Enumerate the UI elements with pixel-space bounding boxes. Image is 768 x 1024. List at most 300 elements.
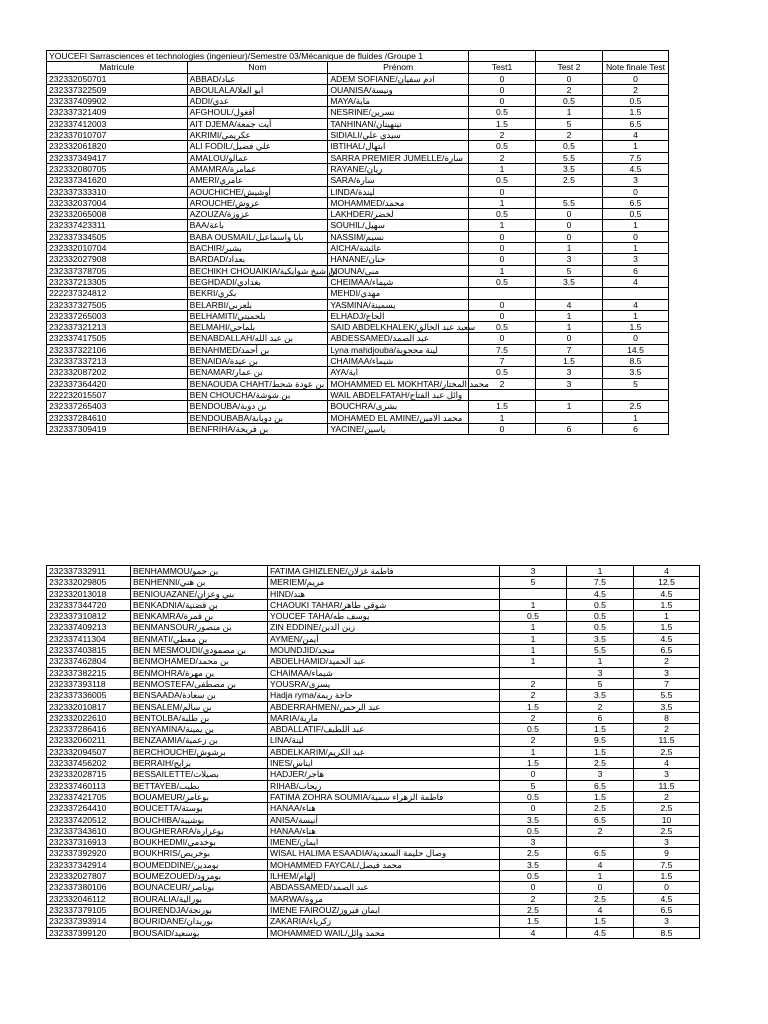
cell-test1: 0 [469,186,536,197]
cell-matricule: 232337409213 [47,622,131,633]
table-row [47,231,669,242]
cell-test1: 0.5 [500,825,567,836]
table-row [47,690,700,701]
cell-matricule: 232332061820 [47,141,188,152]
cell-note-finale: 1.5 [634,871,700,882]
empty-cell [469,51,536,62]
table-row [47,288,669,299]
cell-test1: 0 [469,96,536,107]
cell-nom: BENMOHRA/بن مهرة [131,667,268,678]
cell-prenom: RAYANE/ريان [328,163,469,174]
table-row [47,633,700,644]
cell-test1: 0 [500,769,567,780]
cell-test1: 1 [500,645,567,656]
empty-cell [536,51,603,62]
cell-test2: 3.5 [536,163,603,174]
cell-prenom: HANAA/هناء [268,803,500,814]
cell-note-finale: 1 [603,141,669,152]
cell-prenom: HANAA/هناء [268,825,500,836]
cell-nom: BEGHDADI/بغدادي [187,276,328,287]
table-row [47,73,669,84]
table-row [47,141,669,152]
cell-matricule: 232332037004 [47,197,188,208]
cell-nom: BOUSAID/بوسعيد [131,927,268,938]
cell-prenom: BOUCHRA/بشرى [328,401,469,412]
cell-test1: 3 [500,566,567,577]
cell-test1: 2 [469,152,536,163]
cell-nom: BESSAILETTE/بصيلات [131,769,268,780]
cell-test2: 3.5 [536,276,603,287]
table-row [47,310,669,321]
table-row [47,344,669,355]
cell-test1 [469,389,536,400]
cell-note-finale: 0 [603,333,669,344]
cell-nom: AMAMRA/عمامرة [187,163,328,174]
table-row [47,622,700,633]
table-row [47,882,700,893]
cell-note-finale: 1 [634,611,700,622]
cell-matricule: 222237324812 [47,288,188,299]
table-row [47,735,700,746]
cell-test1 [469,288,536,299]
cell-test2: 1.5 [567,791,634,802]
cell-test1: 0.5 [469,367,536,378]
cell-nom: BENFRIHA/بن فريحة [187,423,328,434]
table-row [47,803,700,814]
cell-test2: 0.5 [536,96,603,107]
cell-prenom: MEHDI/مهدي [328,288,469,299]
cell-matricule: 232337321409 [47,107,188,118]
cell-note-finale: 1 [603,310,669,321]
cell-test2: 2 [567,825,634,836]
cell-test1: 0 [469,423,536,434]
cell-matricule: 232337343610 [47,825,131,836]
cell-matricule: 232337264410 [47,803,131,814]
cell-note-finale: 7.5 [634,859,700,870]
cell-test1: 5 [500,780,567,791]
table-row [47,118,669,129]
cell-prenom: ZAKARIA/زكرياء [268,916,500,927]
table-row [47,837,700,848]
cell-matricule: 232337284610 [47,412,188,423]
cell-matricule: 232337382215 [47,667,131,678]
cell-nom: BAA/باعة [187,220,328,231]
cell-note-finale: 3 [634,916,700,927]
cell-note-finale: 2 [603,84,669,95]
cell-nom: BOUNACEUR/بوناصر [131,882,268,893]
cell-nom: BENABDALLAH/بن عبد الله [187,333,328,344]
cell-nom: BOUMEDDINE/بومدين [131,859,268,870]
cell-matricule: 232332065008 [47,209,188,220]
cell-test2: 4 [536,299,603,310]
table-row [47,814,700,825]
cell-test2: 3 [567,667,634,678]
cell-note-finale: 10 [634,814,700,825]
cell-nom: BENIOUAZANE/بني وعزان [131,588,268,599]
cell-note-finale: 4.5 [634,633,700,644]
cell-prenom: Lyna mahdjouba/لينة محجوبة [328,344,469,355]
cell-nom: BOUCETTA/بوستة [131,803,268,814]
cell-note-finale: 2.5 [634,803,700,814]
cell-test2: 1.5 [567,746,634,757]
table-title: YOUCEFI Sarrasciences et technologies (ingenieur)/Semestre 03/Mécanique de fluides /Groupe 1 [47,51,469,62]
cell-test2: 3.5 [567,690,634,701]
cell-nom: BENSALEM/بن سالم [131,701,268,712]
cell-nom: BECHIKH CHOUAIKIA/بن شيخ شوايكية [187,265,328,276]
cell-nom: BENDOUBA/بن دوبة [187,401,328,412]
cell-matricule: 232332087202 [47,367,188,378]
cell-note-finale: 0 [603,73,669,84]
cell-nom: BENYAMINA/بن يمينة [131,724,268,735]
cell-matricule: 232332010817 [47,701,131,712]
cell-prenom: MOHAMMED FAYCAL/محمد فيصل [268,859,500,870]
cell-note-finale: 1 [603,243,669,254]
cell-prenom: ABDELHAMID/عبد الحميد [268,656,500,667]
cell-matricule: 222232015507 [47,389,188,400]
cell-test1: 1 [500,622,567,633]
cell-matricule: 232337341620 [47,175,188,186]
header-matricule: Matricule [47,62,188,73]
cell-test2: 5.5 [536,197,603,208]
cell-matricule: 232337322106 [47,344,188,355]
cell-test2: 0.5 [567,622,634,633]
cell-matricule: 232332060211 [47,735,131,746]
cell-test2: 0 [567,882,634,893]
cell-matricule: 232337393914 [47,916,131,927]
cell-nom: AIT DJEMA/أيت جمعة [187,118,328,129]
cell-matricule: 232337344720 [47,599,131,610]
cell-nom: BERCHOUCHE/برشوش [131,746,268,757]
cell-prenom: SOUHIL/سهيل [328,220,469,231]
cell-test2: 3 [536,367,603,378]
table-row [47,678,700,689]
cell-nom: AOUCHICHE/أوشيش [187,186,328,197]
cell-nom: ABOULALA/ابو العلا [187,84,328,95]
table-row [47,712,700,723]
cell-prenom: Hadja ryma/حاجة ريمة [268,690,500,701]
cell-nom: BOUCHIBA/بوشيبة [131,814,268,825]
cell-prenom: HANANE/حنان [328,254,469,265]
cell-matricule: 232337286416 [47,724,131,735]
cell-note-finale: 5.5 [634,690,700,701]
cell-test2: 0 [536,333,603,344]
table-row [47,276,669,287]
table-row [47,599,700,610]
cell-note-finale [603,288,669,299]
table-row [47,769,700,780]
cell-nom: ABBAD/عباد [187,73,328,84]
cell-matricule: 232337412003 [47,118,188,129]
cell-test2 [536,389,603,400]
cell-test2: 1.5 [536,356,603,367]
cell-test2: 1 [536,107,603,118]
cell-test1: 2.5 [500,904,567,915]
cell-test1: 1 [469,163,536,174]
cell-test2: 3.5 [567,633,634,644]
table-row [47,84,669,95]
cell-nom: BOURIDANE/بوريدان [131,916,268,927]
cell-prenom: IBTIHAL/ابتهال [328,141,469,152]
cell-nom: BOUKHEDMI/بوخدمي [131,837,268,848]
cell-note-finale: 2.5 [634,746,700,757]
cell-test1: 0 [500,882,567,893]
cell-test2 [536,186,603,197]
cell-note-finale: 8 [634,712,700,723]
cell-test1: 0 [469,333,536,344]
table-row [47,107,669,118]
cell-test1: 0 [469,310,536,321]
cell-nom: BENMOSTEFA/بن مصطفى [131,678,268,689]
cell-test1: 1.5 [469,401,536,412]
cell-note-finale: 4 [634,566,700,577]
cell-note-finale: 4 [603,130,669,141]
cell-nom: BENKADNIA/بن قضنية [131,599,268,610]
table-row [47,389,669,400]
table-row [47,130,669,141]
cell-matricule: 232337460113 [47,780,131,791]
cell-test1: 2 [469,378,536,389]
cell-test2 [536,288,603,299]
cell-note-finale: 8.5 [634,927,700,938]
cell-test2: 0.5 [536,141,603,152]
cell-note-finale: 3.5 [603,367,669,378]
table-row [47,220,669,231]
table-row [47,566,700,577]
cell-prenom: FATIMA GHIZLENE/فاطمة غزلان [268,566,500,577]
cell-test2: 3 [567,769,634,780]
cell-test2: 1 [536,243,603,254]
cell-prenom: ELHADJ/الحاج [328,310,469,321]
cell-nom: BEN MESMOUDI/بن مصمودي [131,645,268,656]
cell-note-finale: 1.5 [603,322,669,333]
cell-note-finale: 1.5 [634,599,700,610]
cell-matricule: 232332050701 [47,73,188,84]
cell-test2: 6.5 [567,848,634,859]
cell-prenom: AICHA/عائشة [328,243,469,254]
table-row [47,588,700,599]
cell-nom: BELARBI/بلعربي [187,299,328,310]
cell-nom: BENMANSOUR/بن منصور [131,622,268,633]
cell-nom: BENZAAMIA/بن زعمية [131,735,268,746]
cell-test1: 0 [469,254,536,265]
table-row [47,175,669,186]
cell-nom: AMALOU/عمالو [187,152,328,163]
cell-note-finale: 4.5 [603,163,669,174]
cell-prenom: MOHAMMED WAIL/محمد وائل [268,927,500,938]
cell-test1 [500,667,567,678]
table-row [47,746,700,757]
cell-note-finale: 4.5 [634,588,700,599]
cell-test2: 1 [567,566,634,577]
cell-note-finale: 2.5 [634,825,700,836]
cell-prenom: MOHAMMED/محمد [328,197,469,208]
cell-matricule: 232337337213 [47,356,188,367]
cell-matricule: 232337421705 [47,791,131,802]
grades-table-page-1 [46,50,669,435]
cell-note-finale: 1 [603,220,669,231]
cell-test1: 0 [469,231,536,242]
cell-nom: BOURENDJA/بورنجة [131,904,268,915]
table-header-row [47,62,669,73]
cell-prenom: OUANISA/ونيسة [328,84,469,95]
cell-test1: 0 [469,84,536,95]
cell-nom: BENMATI/بن معطي [131,633,268,644]
cell-nom: AZOUZA/عزوزة [187,209,328,220]
cell-note-finale: 6 [603,423,669,434]
cell-prenom: SIDIALI/سيدي علي [328,130,469,141]
cell-prenom: YACINE/ياسين [328,423,469,434]
cell-test1: 1 [469,412,536,423]
cell-prenom: ADEM SOFIANE/ادم سفيان [328,73,469,84]
cell-prenom: AYA/اية [328,367,469,378]
cell-note-finale: 3 [603,254,669,265]
cell-test1: 2.5 [500,848,567,859]
table-row [47,645,700,656]
cell-note-finale: 9 [634,848,700,859]
cell-nom: AROUCHE/عروش [187,197,328,208]
table-row [47,871,700,882]
table-row [47,367,669,378]
cell-prenom: INES/ايناس [268,758,500,769]
cell-test2: 6.5 [567,780,634,791]
cell-prenom: ZIN EDDINE/زين الدين [268,622,500,633]
table-row [47,356,669,367]
cell-prenom: FATIMA ZOHRA SOUMIA/فاطمة الزهراء سمية [268,791,500,802]
cell-test1: 0.5 [500,611,567,622]
cell-test1: 1 [500,633,567,644]
header-prenom: Prénom [328,62,469,73]
cell-prenom: HIND/هند [268,588,500,599]
table-row [47,197,669,208]
cell-test1: 0.5 [500,724,567,735]
cell-note-finale: 3 [603,175,669,186]
cell-matricule: 232337327505 [47,299,188,310]
cell-test2: 2 [536,130,603,141]
cell-prenom: HADJER/هاجر [268,769,500,780]
cell-test2: 3 [536,254,603,265]
cell-test1: 1.5 [500,701,567,712]
grades-table-page-2 [46,565,700,939]
cell-prenom: YOUSRA/يسرى [268,678,500,689]
cell-test1: 1 [469,265,536,276]
table-row [47,904,700,915]
cell-nom: BARDAD/بعداد [187,254,328,265]
cell-note-finale: 4.5 [634,893,700,904]
cell-prenom: NESRINE/نسرين [328,107,469,118]
cell-matricule: 232337336005 [47,690,131,701]
table-row [47,611,700,622]
cell-nom: BENHAMMOU/بن حمو [131,566,268,577]
cell-matricule: 232337393118 [47,678,131,689]
cell-nom: AMERI/عامري [187,175,328,186]
cell-note-finale: 6.5 [603,197,669,208]
cell-note-finale: 2 [634,656,700,667]
cell-matricule: 232337322509 [47,84,188,95]
cell-note-finale: 5 [603,378,669,389]
cell-note-finale: 2.5 [603,401,669,412]
cell-test2: 0 [536,231,603,242]
cell-note-finale: 6.5 [603,118,669,129]
cell-test1: 1.5 [500,916,567,927]
cell-test2: 2.5 [567,803,634,814]
cell-prenom: LINA/لينة [268,735,500,746]
empty-cell [603,51,669,62]
cell-test1: 0.5 [469,141,536,152]
cell-test1: 0.5 [469,276,536,287]
cell-nom: ADDI/عدي [187,96,328,107]
table-row [47,577,700,588]
cell-note-finale: 11.5 [634,735,700,746]
cell-prenom: MOUNDJID/منجد [268,645,500,656]
cell-matricule: 232337409902 [47,96,188,107]
table-row [47,401,669,412]
cell-prenom: ABDALLATIF/عبد اللطيف [268,724,500,735]
cell-matricule: 232337379105 [47,904,131,915]
cell-prenom: LINDA/ليندة [328,186,469,197]
cell-matricule: 232332027908 [47,254,188,265]
cell-nom: BABA OUSMAIL/بابا واسماعيل [187,231,328,242]
cell-prenom: ANISA/أنيسة [268,814,500,825]
table-row [47,186,669,197]
cell-test1: 1 [500,656,567,667]
cell-matricule: 232332094507 [47,746,131,757]
cell-test2: 5 [567,678,634,689]
cell-test2: 7 [536,344,603,355]
table-row [47,780,700,791]
cell-note-finale: 1.5 [634,622,700,633]
cell-prenom: LAKHDER/لخضر [328,209,469,220]
cell-note-finale: 4 [603,299,669,310]
cell-test1: 2 [500,678,567,689]
cell-test2: 2.5 [567,893,634,904]
cell-note-finale: 3 [634,769,700,780]
cell-nom: BENAMAR/بن عمار [187,367,328,378]
cell-matricule: 232337403815 [47,645,131,656]
cell-matricule: 232337462804 [47,656,131,667]
cell-prenom: MOHAMMED EL MOKHTAR/محمد المختار [328,378,469,389]
cell-prenom: RIHAB/ريحاب [268,780,500,791]
cell-note-finale: 4 [634,758,700,769]
cell-matricule: 232337309419 [47,423,188,434]
cell-nom: BOURALIA/بورالية [131,893,268,904]
table-row [47,243,669,254]
cell-nom: AFGHOUL/أفغول [187,107,328,118]
cell-prenom: ABDESSAMED/عبد الصمد [328,333,469,344]
cell-test1: 0 [500,803,567,814]
cell-test2: 4 [567,859,634,870]
cell-test2: 6 [536,423,603,434]
cell-test2: 0.5 [567,599,634,610]
cell-nom: BEKRI/بكري [187,288,328,299]
cell-test1: 3.5 [500,814,567,825]
cell-prenom: IMENE FAIROUZ/ايمان فيروز [268,904,500,915]
cell-test1: 1.5 [469,118,536,129]
cell-nom: BELHAMITI/بلحميتي [187,310,328,321]
cell-prenom: NASSIM/نسيم [328,231,469,242]
cell-nom: BENAOUDA CHAHT/بن عودة شحط [187,378,328,389]
cell-prenom: MERIEM/مريم [268,577,500,588]
cell-test1: 0.5 [469,209,536,220]
cell-test2: 6.5 [567,814,634,825]
cell-matricule: 232337423311 [47,220,188,231]
cell-note-finale: 11.5 [634,780,700,791]
cell-nom: BENMOHAMED/بن محمد [131,656,268,667]
cell-matricule: 232332029805 [47,577,131,588]
cell-test1: 0 [469,299,536,310]
cell-test2: 4.5 [567,927,634,938]
cell-matricule: 232337364420 [47,378,188,389]
cell-test1: 0.5 [469,175,536,186]
